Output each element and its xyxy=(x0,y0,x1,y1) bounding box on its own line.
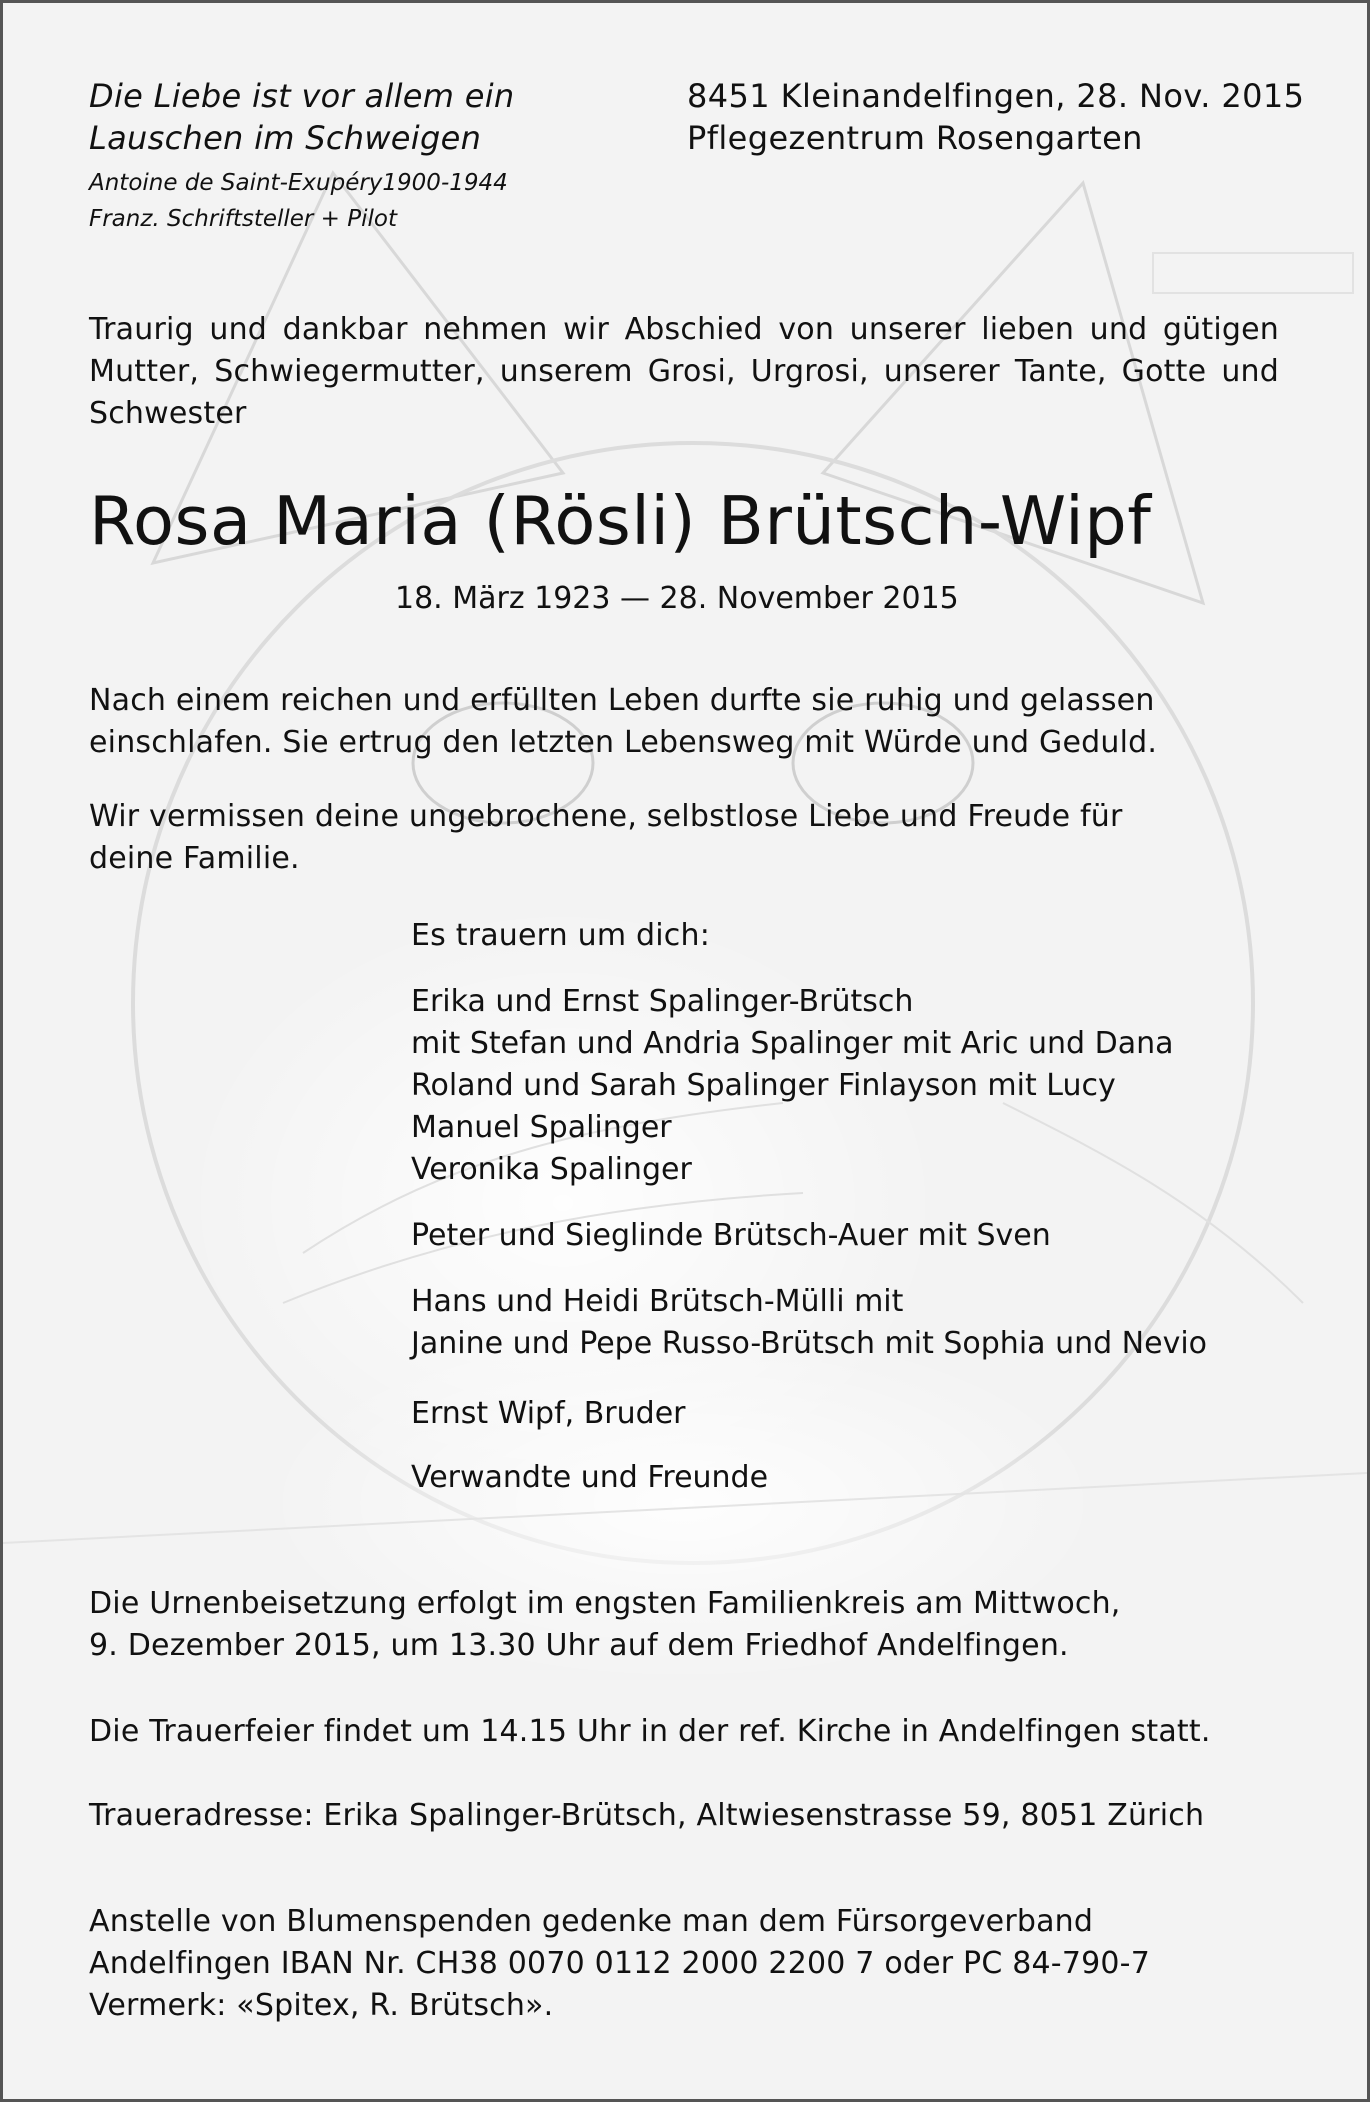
mourner-line: Peter und Sieglinde Brütsch-Auer mit Sven xyxy=(411,1218,1051,1253)
donation-line-3: Vermerk: «Spitex, R. Brütsch». xyxy=(89,1988,554,2023)
mourner-line: Hans und Heidi Brütsch-Mülli mit xyxy=(411,1284,904,1319)
burial-line-2: 9. Dezember 2015, um 13.30 Uhr auf dem Friedhof Andelfingen. xyxy=(89,1628,1069,1663)
mourners-group-1 xyxy=(411,981,1173,1191)
quote-author-note: Franz. Schriftsteller + Pilot xyxy=(89,206,398,232)
mourning-address: Traueradresse: Erika Spalinger-Brütsch, Altwiesenstrasse 59, 8051 Zürich xyxy=(89,1798,1205,1833)
quote-author: Antoine de Saint-Exupéry1900-1944 xyxy=(89,170,508,196)
ceremony-line: Die Trauerfeier findet um 14.15 Uhr in der ref. Kirche in Andelfingen statt. xyxy=(89,1714,1211,1749)
mourners-heading: Es trauern um dich: xyxy=(411,918,710,953)
mourner-line: Verwandte und Freunde xyxy=(411,1460,769,1495)
donation-line-2: Andelfingen IBAN Nr. CH38 0070 0112 2000 2200 7 oder PC 84-790-7 xyxy=(89,1946,1150,1981)
paragraph-2-line-2: deine Familie. xyxy=(89,841,300,876)
mourner-line: Janine und Pepe Russo-Brütsch mit Sophia und Nevio xyxy=(411,1326,1208,1361)
mourner-line: Ernst Wipf, Bruder xyxy=(411,1396,686,1431)
care-home-line: Pflegezentrum Rosengarten xyxy=(687,119,1143,157)
burial-line-1: Die Urnenbeisetzung erfolgt im engsten Familienkreis am Mittwoch, xyxy=(89,1586,1121,1621)
mourner-line: Manuel Spalinger xyxy=(411,1110,672,1145)
donation-line-1: Anstelle von Blumenspenden gedenke man dem Fürsorgeverband xyxy=(89,1904,1094,1939)
quote-line-1: Die Liebe ist vor allem ein xyxy=(89,77,515,115)
mourner-line: Erika und Ernst Spalinger-Brütsch xyxy=(411,984,914,1019)
deceased-name: Rosa Maria (Rösli) Brütsch-Wipf xyxy=(89,482,1152,560)
mourner-line: Roland und Sarah Spalinger Finlayson mit Lucy xyxy=(411,1068,1116,1103)
place-date-line: 8451 Kleinandelfingen, 28. Nov. 2015 xyxy=(687,77,1305,115)
intro-paragraph: Traurig und dankbar nehmen wir Abschied von unserer lieben und gütigen Mutter, Schwiegermutter, unserem Grosi, Urgrosi, unserer Tante, Gotte und Schwester xyxy=(89,312,1279,431)
paragraph-1-line-1: Nach einem reichen und erfüllten Leben durfte sie ruhig und gelassen xyxy=(89,683,1155,718)
quote-line-2: Lauschen im Schweigen xyxy=(89,119,482,157)
mourners-group-2 xyxy=(411,1215,1051,1257)
life-dates: 18. März 1923 — 28. November 2015 xyxy=(395,581,959,616)
paragraph-1-line-2: einschlafen. Sie ertrug den letzten Lebensweg mit Würde und Geduld. xyxy=(89,725,1158,760)
mourners-group-5 xyxy=(411,1457,768,1499)
paragraph-2-line-1: Wir vermissen deine ungebrochene, selbstlose Liebe und Freude für xyxy=(89,799,1123,834)
mourner-line: mit Stefan und Andria Spalinger mit Aric und Dana xyxy=(411,1026,1174,1061)
mourners-group-4 xyxy=(411,1393,685,1435)
mourners-group-3 xyxy=(411,1281,1207,1365)
mourner-line: Veronika Spalinger xyxy=(411,1152,692,1187)
